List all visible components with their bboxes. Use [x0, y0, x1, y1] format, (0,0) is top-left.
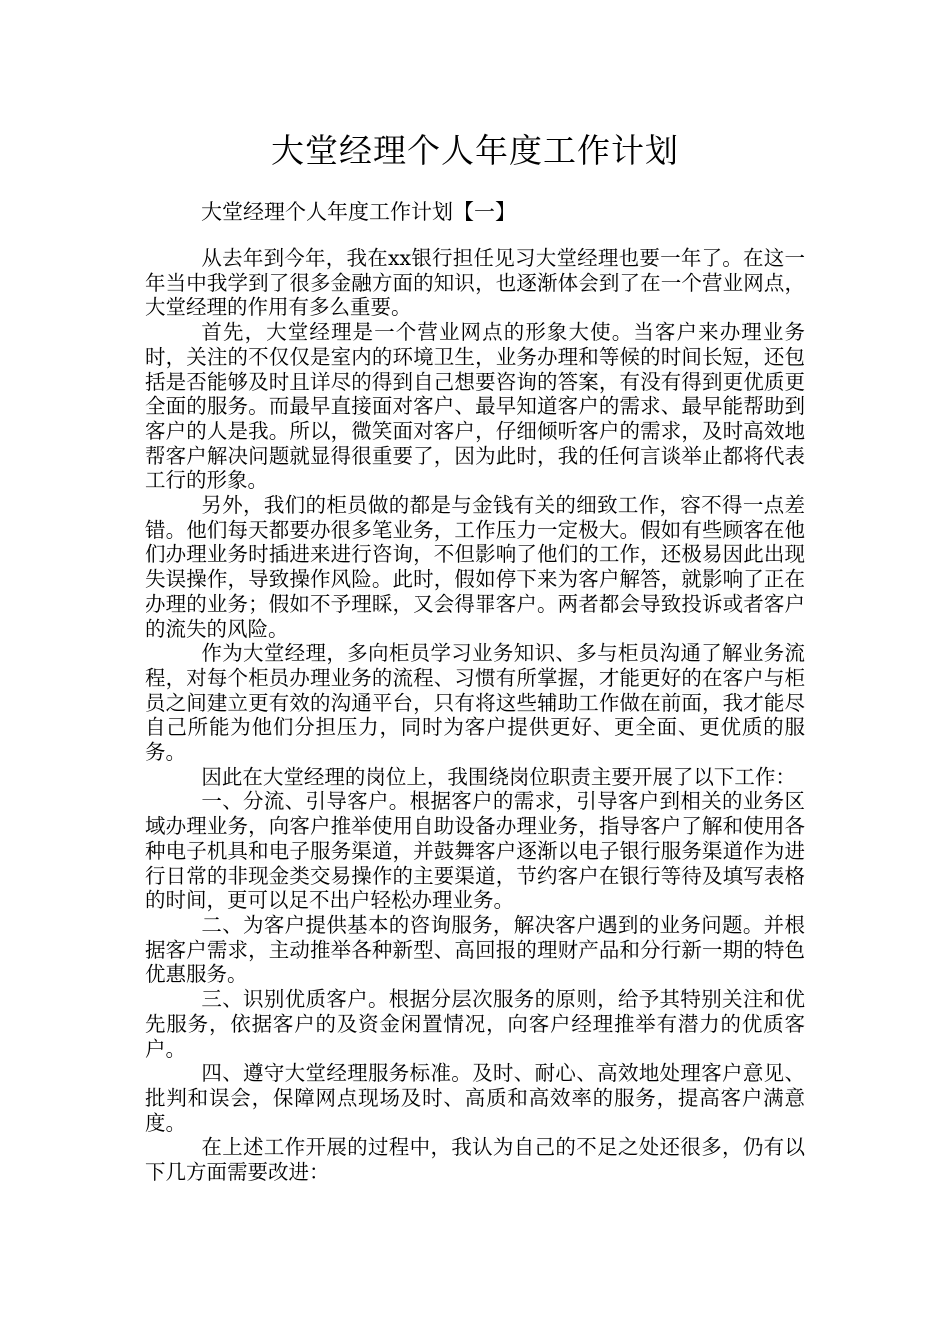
paragraph: 在上述工作开展的过程中，我认为自己的不足之处还很多，仍有以下几方面需要改进：	[145, 1135, 805, 1185]
paragraph: 首先，大堂经理是一个营业网点的形象大使。当客户来办理业务时，关注的不仅仅是室内的环境卫生，业务办理和等候的时间长短，还包括是否能够及时且详尽的得到自己想要咨询的答案，有没有得到更优质更全面的服务。而最早直接面对客户、最早知道客户的需求、最早能帮助到客户的人是我。所以，微笑面对客户，仔细倾听客户的需求，及时高效地帮客户解决问题就显得很重要了，因为此时，我的任何言谈举止都将代表工行的形象。	[145, 320, 805, 493]
paragraph: 一、分流、引导客户。根据客户的需求，引导客户到相关的业务区域办理业务，向客户推举使用自助设备办理业务，指导客户了解和使用各种电子机具和电子服务渠道，并鼓舞客户逐渐以电子银行服务渠道作为进行日常的非现金类交易操作的主要渠道，节约客户在银行等待及填写表格的时间，更可以足不出户轻松办理业务。	[145, 789, 805, 913]
paragraph: 三、识别优质客户。根据分层次服务的原则，给予其特别关注和优先服务，依据客户的及资金闲置情况，向客户经理推举有潜力的优质客户。	[145, 987, 805, 1061]
paragraph: 因此在大堂经理的岗位上，我围绕岗位职责主要开展了以下工作：	[201, 764, 796, 789]
paragraph: 从去年到今年，我在xx银行担任见习大堂经理也要一年了。在这一年当中我学到了很多金融方面的知识，也逐渐体会到了在一个营业网点，大堂经理的作用有多么重要。	[145, 246, 805, 320]
section-heading: 大堂经理个人年度工作计划【一】	[201, 200, 516, 224]
paragraph: 作为大堂经理，多向柜员学习业务知识、多与柜员沟通了解业务流程，对每个柜员办理业务的流程、习惯有所掌握，才能更好的在客户与柜员之间建立更有效的沟通平台，只有将这些辅助工作做在前面，我才能尽自己所能为他们分担压力，同时为客户提供更好、更全面、更优质的服务。	[145, 641, 805, 765]
document-body	[145, 246, 805, 1185]
paragraph: 四、遵守大堂经理服务标准。及时、耐心、高效地处理客户意见、批判和误会，保障网点现场及时、高质和高效率的服务，提高客户满意度。	[145, 1061, 805, 1135]
document-title: 大堂经理个人年度工作计划	[271, 131, 679, 170]
paragraph: 二、为客户提供基本的咨询服务，解决客户遇到的业务问题。并根据客户需求，主动推举各种新型、高回报的理财产品和分行新一期的特色优惠服务。	[145, 912, 805, 987]
paragraph: 另外，我们的柜员做的都是与金钱有关的细致工作，容不得一点差错。他们每天都要办很多笔业务，工作压力一定极大。假如有些顾客在他们办理业务时插进来进行咨询，不但影响了他们的工作，还极易因此出现失误操作，导致操作风险。此时，假如停下来为客户解答，就影响了正在办理的业务；假如不予理睬，又会得罪客户。两者都会导致投诉或者客户的流失的风险。	[145, 493, 805, 641]
